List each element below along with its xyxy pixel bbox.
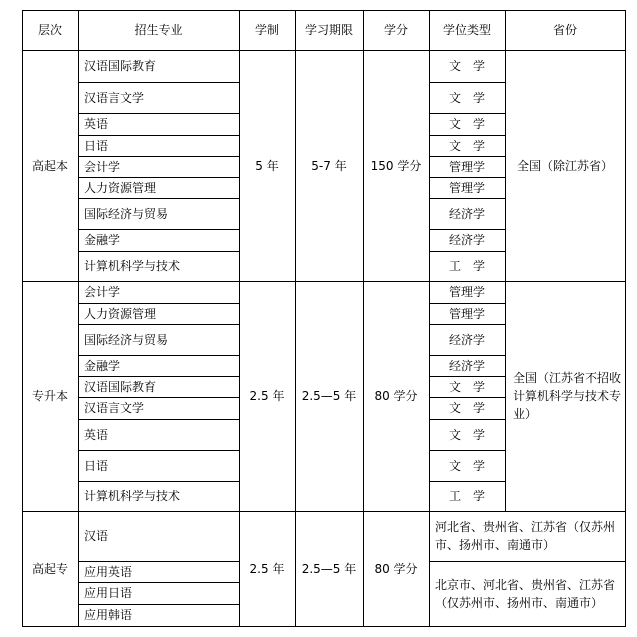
header-degree: 学位类型 [442,23,491,37]
major-cell: 汉语国际教育 [84,379,157,394]
major-cell: 汉语言文学 [84,90,145,105]
degree-cell: 工 学 [448,489,485,503]
period-value: 5-7 年 [311,158,347,173]
major-cell: 汉语言文学 [84,401,145,415]
level-label: 高起本 [31,158,68,173]
header-duration: 学制 [254,23,279,37]
duration-value: 2.5 年 [249,561,285,576]
level-label: 专升本 [31,389,68,403]
header-province: 省份 [552,23,577,37]
degree-cell: 经济学 [448,233,485,247]
degree-cell: 工 学 [448,259,485,273]
degree-cell: 管理学 [448,306,485,321]
province-value: 北京市、河北省、贵州省、江苏省（仅苏州市、扬州市、南通市） [435,577,616,610]
major-cell: 会计学 [84,159,121,174]
period-value: 2.5—5 年 [301,561,357,576]
level-label: 高起专 [31,561,68,576]
major-cell: 计算机科学与技术 [84,489,181,503]
degree-cell: 经济学 [448,332,485,347]
degree-cell: 文 学 [448,401,485,415]
major-cell: 英语 [84,117,109,131]
major-cell: 应用韩语 [84,608,133,622]
province-value: 全国（除江苏省） [516,158,613,173]
major-cell: 应用日语 [84,586,133,600]
province-value: 河北省、贵州省、江苏省（仅苏州市、扬州市、南通市） [435,520,616,552]
major-cell: 会计学 [84,285,121,299]
header-major: 招生专业 [134,23,183,37]
degree-cell: 经济学 [448,358,485,373]
header-level: 层次 [37,23,62,37]
major-cell: 汉语 [84,529,109,543]
credits-value: 80 学分 [374,561,418,576]
degree-cell: 文 学 [448,379,485,394]
credits-value: 150 学分 [370,158,422,173]
major-cell: 国际经济与贸易 [84,206,169,221]
major-cell: 金融学 [84,233,121,247]
major-cell: 应用英语 [84,564,133,579]
major-cell: 人力资源管理 [84,306,157,321]
degree-cell: 文 学 [448,427,485,442]
major-cell: 金融学 [84,358,121,373]
row-border [22,626,626,627]
period-value: 2.5—5 年 [301,389,357,403]
degree-cell: 文 学 [448,138,485,153]
major-cell: 计算机科学与技术 [84,259,181,273]
degree-cell: 文 学 [448,59,485,73]
degree-cell: 管理学 [448,285,485,299]
degree-cell: 文 学 [448,90,485,105]
major-cell: 日语 [84,138,109,153]
header-period: 学习期限 [304,23,353,37]
province-value: 全国（江苏省不招收计算机科学与技术专业） [513,371,622,421]
degree-cell: 管理学 [448,180,485,195]
major-cell: 人力资源管理 [84,180,157,195]
duration-value: 2.5 年 [249,389,285,403]
major-cell: 日语 [84,458,109,473]
duration-value: 5 年 [255,158,279,173]
header-credits: 学分 [383,23,408,37]
degree-cell: 文 学 [448,117,485,131]
degree-cell: 文 学 [448,458,485,473]
major-cell: 汉语国际教育 [84,59,157,73]
degree-cell: 经济学 [448,206,485,221]
major-cell: 英语 [84,427,109,442]
credits-value: 80 学分 [374,389,418,403]
degree-cell: 管理学 [448,159,485,174]
major-cell: 国际经济与贸易 [84,332,169,347]
